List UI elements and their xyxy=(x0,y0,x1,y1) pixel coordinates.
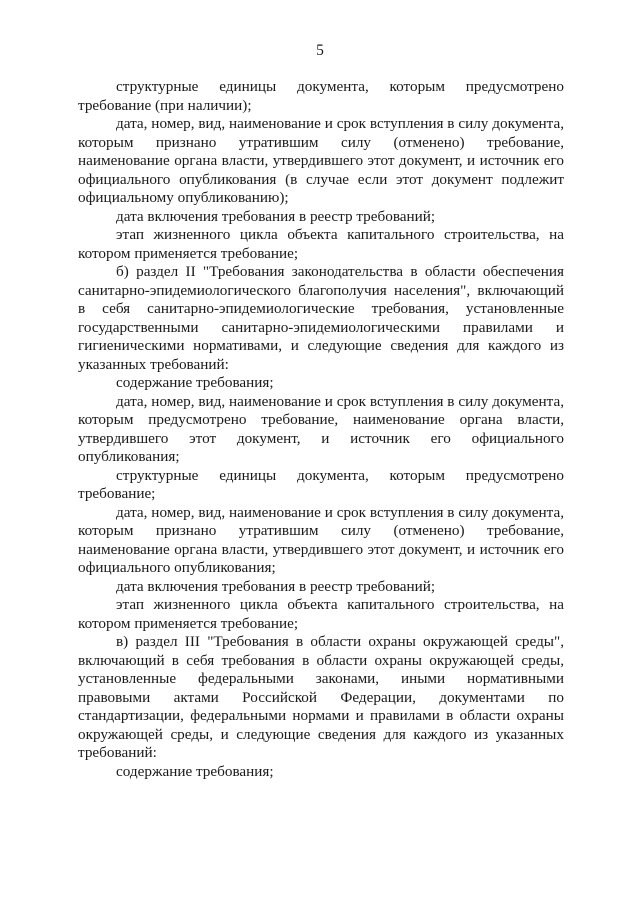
paragraph-repeal-document-details: дата, номер, вид, наименование и срок вступления в силу документа, которым признано утратившим силу (отменено) требование, наименование органа власти, утвердившего этот документ, и источник его официального опубликования; xyxy=(78,503,564,576)
paragraph-section-iii: в) раздел III "Требования в области охраны окружающей среды", включающий в себя требования в области охраны окружающей среды, установленные федеральными законами, иными нормативными правовыми актами Российской Федерации, документами по стандартизации, федеральными нормами и правилами в области охраны окружающей среды, и следующие сведения для каждого из указанных требований: xyxy=(78,633,564,761)
paragraph-lifecycle-stage: этап жизненного цикла объекта капитального строительства, на котором применяется требование; xyxy=(78,226,564,262)
paragraph-structural-units: структурные единицы документа, которым предусмотрено требование (при наличии); xyxy=(78,78,564,114)
paragraph-source-document-details: дата, номер, вид, наименование и срок вступления в силу документа, которым предусмотрено требование, наименование органа власти, утвердившего этот документ, и источник его официального опубликования; xyxy=(78,392,564,465)
paragraph-registry-inclusion-date: дата включения требования в реестр требований; xyxy=(116,207,436,225)
paragraph-repeal-document-details: дата, номер, вид, наименование и срок вступления в силу документа, которым признано утратившим силу (отменено) требование, наименование органа власти, утвердившего этот документ, и источник его официального опубликования (в случае если этот документ подлежит официальному опубликованию); xyxy=(78,115,564,206)
paragraph-requirement-content: содержание требования; xyxy=(116,374,274,391)
paragraph-requirement-content: содержание требования; xyxy=(116,762,274,780)
document-body xyxy=(78,78,564,781)
paragraph-section-ii: б) раздел II "Требования законодательства в области обеспечения санитарно-эпидемиологического благополучия населения", включающий в себя санитарно-эпидемиологические требования, установленные государственными санитарно-эпидемиологическими правилами и гигиеническими нормативами, и следующие сведения для каждого из указанных требований: xyxy=(78,263,564,373)
paragraph-lifecycle-stage: этап жизненного цикла объекта капитального строительства, на котором применяется требование; xyxy=(78,596,564,632)
paragraph-structural-units: структурные единицы документа, которым предусмотрено требование; xyxy=(78,466,564,502)
page-number: 5 xyxy=(316,42,324,59)
paragraph-registry-inclusion-date: дата включения требования в реестр требований; xyxy=(116,577,436,595)
